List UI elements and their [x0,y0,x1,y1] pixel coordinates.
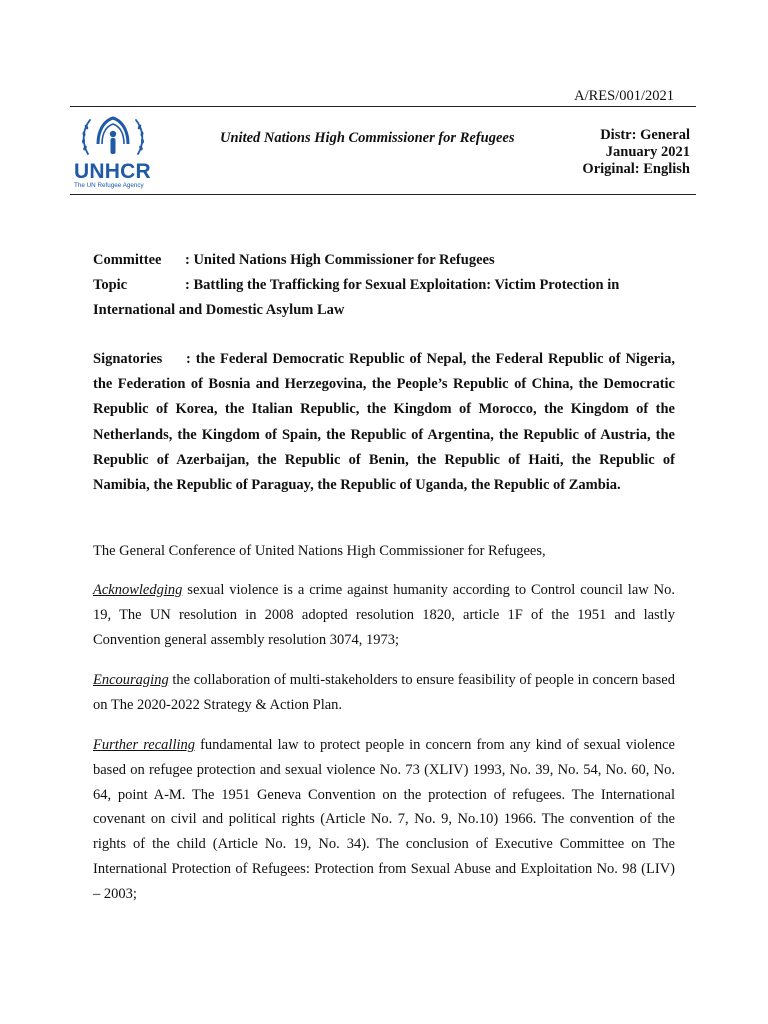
distribution-line: Distr: General [600,127,690,143]
committee-line [93,248,675,273]
unhcr-emblem-icon [74,114,152,162]
original-language-line: Original: English [582,161,690,177]
clause-encouraging [93,668,675,718]
topic-line [93,273,675,323]
clause-keyword: Further recalling [93,737,196,753]
logo-wordmark: UNHCR [74,160,151,183]
header-bottom-rule [70,194,696,195]
preamble: The General Conference of United Nations High Commissioner for Refugees, [93,543,546,559]
clause-keyword: Encouraging [93,672,169,688]
clause-text: the collaboration of multi-stakeholders to ensure feasibility of people in concern based on The 2020-2022 Strategy & Action Plan. [93,672,675,713]
clause-text: fundamental law to protect people in concern from any kind of sexual violence based on refugee protection and sexual violence No. 73 (XLIV) 1993, No. 39, No. 54, No. 60, No. 64, point A-M. The 1951 Geneva Convention on the protection of refugees. The International covenant on civil and political rights (Article No. 7, No. 9, No.10) 1966. The convention of the rights of the child (Article No. 19, No. 34). The conclusion of Executive Committee on The International Protection of Refugees: Protection from Sexual Abuse and Exploitation No. 98 (LIV) – 2003; [93,737,675,902]
committee-value: : United Nations High Commissioner for Refugees [185,252,495,268]
clause-acknowledging [93,578,675,652]
header-top-rule [70,106,696,107]
topic-value: : Battling the Trafficking for Sexual Exploitation: Victim Protection in International and Domestic Asylum Law [93,277,620,318]
signatories-block [93,347,675,498]
organization-title: United Nations High Commissioner for Refugees [220,130,515,146]
clause-keyword: Acknowledging [93,582,183,598]
distribution-block [582,127,690,178]
committee-label: Committee [93,252,162,268]
clause-text: sexual violence is a crime against humanity according to Control council law No. 19, The UN resolution in 2008 adopted resolution 1820, article 1F of the 1951 and lastly Convention general assembly resolution 3074, 1973; [93,582,675,648]
document-number: A/RES/001/2021 [574,88,674,104]
topic-label: Topic [93,277,128,293]
clause-further-recalling [93,733,675,907]
signatories-value: : the Federal Democratic Republic of Nepal, the Federal Republic of Nigeria, the Federation of Bosnia and Herzegovina, the People’s Republic of China, the Democratic Republic of Korea, the Italian Republic, the Kingdom of Morocco, the Kingdom of the Netherlands, the Kingdom of Spain, the Republic of Argentina, the Republic of Austria, the Republic of Azerbaijan, the Republic of Benin, the Republic of Haiti, the Republic of Namibia, the Republic of Paraguay, the Republic of Uganda, the Republic of Zambia. [93,351,675,494]
logo-tagline: The UN Refugee Agency [74,182,144,189]
date-line: January 2021 [605,144,690,160]
signatories-label: Signatories [93,351,163,367]
unhcr-logo [74,114,152,190]
